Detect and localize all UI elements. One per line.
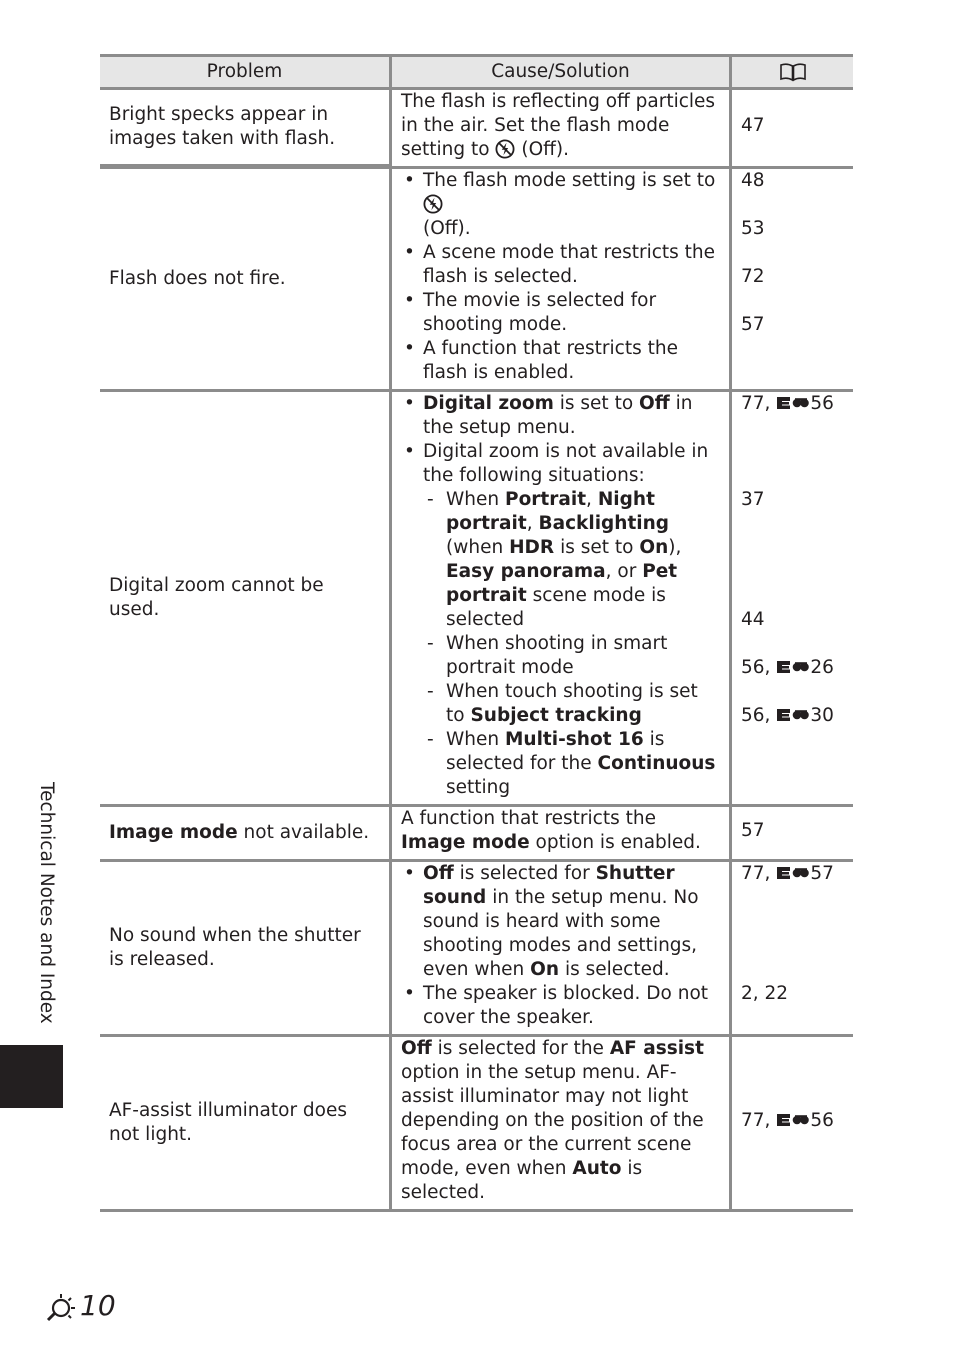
page-ref: 47 [732,90,853,166]
problem-cell: No sound when the shutter is released. [100,862,389,1034]
page-ref: 72 [741,266,765,287]
cause-text: (Off). [521,139,569,160]
reference-section-icon [776,660,809,674]
cause-cell: Off is selected for the AF assist option in the setup menu. AF-assist illuminator may not light depending on the position of the focus area or the current scene mode, even when Auto is selected. [389,1037,732,1209]
cause-bullet: • The movie is selected for shooting mode. [401,289,721,337]
page-ref: 57 [732,807,853,859]
reference-section-icon [776,396,809,410]
reference-section-icon [776,866,809,880]
page-refs [732,169,853,389]
cause-bullet: • A scene mode that restricts the flash is selected. [401,241,721,289]
page-ref: 44 [741,609,765,630]
reference-section-icon [776,708,809,722]
page-ref: 53 [741,218,765,239]
cause-bullet: • A function that restricts the flash is enabled. [401,337,721,385]
problem-cell: Flash does not fire. [100,169,389,389]
page-number: 10 [80,1289,116,1322]
cause-cell [389,392,732,804]
problem-cell: Digital zoom cannot be used. [100,392,389,804]
flash-off-icon [495,139,515,159]
cause-bullet: • The flash mode setting is set to (Off). [401,169,721,241]
page-ref: 37 [741,489,765,510]
page-ref: 77, 57 [741,863,834,884]
cause-bullet: • Off is selected for Shutter sound in the setup menu. No sound is heard with some shooting modes and settings, even when On is selected. [401,862,721,982]
cause-cell [389,862,732,1034]
page-ref: 48 [741,170,765,191]
page-ref: 2, 22 [741,983,789,1004]
cause-bullet: • Digital zoom is set to Off in the setup menu. [401,392,721,440]
cause-bullet: • The speaker is blocked. Do not cover the speaker. [401,982,721,1030]
reference-section-icon [776,1113,809,1127]
flash-off-icon [423,194,443,214]
cause-cell [389,90,732,166]
cause-sub-item: - When touch shooting is set to Subject tracking [401,680,721,728]
cause-sub-item: - When Portrait, Night portrait, Backlighting (when HDR is set to On), Easy panorama, or Pet portrait scene mode is selected [401,488,721,632]
cause-sub-item: - When shooting in smart portrait mode [401,632,721,680]
section-tab-label: Technical Notes and Index [36,782,57,1024]
troubleshooting-table [100,54,853,1212]
page-refs [732,392,853,804]
page-ref: 56, 30 [741,705,834,726]
problem-cell: AF-assist illuminator does not light. [100,1037,389,1209]
wrench-icon [44,1292,78,1324]
cause-sub-item: - When Multi-shot 16 is selected for the Continuous setting [401,728,721,800]
page-ref: 77, 56 [741,393,834,414]
page-ref: 57 [741,314,765,335]
cause-bullet: • Digital zoom is not available in the following situations: [401,440,721,488]
page-ref: 56, 26 [741,657,834,678]
header-problem: Problem [100,57,389,87]
page-ref: 77, 56 [732,1037,853,1209]
page-refs [732,862,853,1034]
cause-cell [389,169,732,389]
section-tab [0,1045,63,1108]
cause-text: The flash is reflecting off particles in the air. Set the flash mode setting to [401,91,716,160]
header-reference [732,57,853,87]
problem-cell: Image mode not available. [100,807,389,859]
header-cause-solution: Cause/Solution [389,57,732,87]
cause-cell: A function that restricts the Image mode option is enabled. [389,807,732,859]
book-icon [779,62,807,82]
problem-cell: Bright specks appear in images taken with flash. [100,90,389,164]
